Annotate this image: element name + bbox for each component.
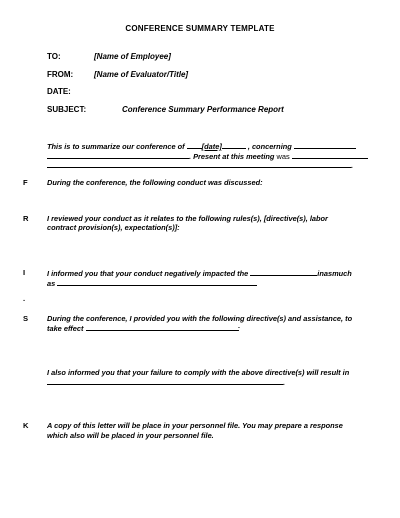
to-value: [Name of Employee] bbox=[94, 52, 171, 61]
f-text: During the conference, the following conduct was discussed: bbox=[47, 178, 263, 187]
failure-line-2 bbox=[47, 377, 285, 387]
blank-line bbox=[47, 377, 286, 387]
subject-value: Conference Summary Performance Report bbox=[122, 105, 284, 114]
intro-text-2: , concerning bbox=[247, 142, 292, 151]
blank-line bbox=[86, 323, 238, 331]
intro-text-3: . Present at this meeting bbox=[189, 152, 275, 161]
r-line-2: contract provision(s), expectation(s)]: bbox=[47, 223, 180, 232]
to-label: TO: bbox=[47, 52, 61, 61]
blank-line bbox=[57, 278, 257, 286]
r-line-1: I reviewed your conduct as it relates to the following rules(s), [directive(s), labor bbox=[47, 214, 328, 223]
document-title: CONFERENCE SUMMARY TEMPLATE bbox=[125, 24, 275, 33]
intro-date: [date] bbox=[201, 142, 222, 151]
blank-line bbox=[187, 141, 202, 149]
failure-text-2-end: . bbox=[283, 378, 286, 387]
i-text-1-end: inasmuch bbox=[317, 269, 352, 278]
k-line-1: A copy of this letter will be place in your personnel file. You may prepare a response bbox=[47, 421, 343, 430]
date-label: DATE: bbox=[47, 87, 71, 96]
marker-r: R bbox=[23, 214, 29, 223]
intro-line-3 bbox=[47, 160, 353, 170]
i-line-1 bbox=[47, 268, 352, 278]
i-text-2: as bbox=[47, 279, 56, 288]
from-label: FROM: bbox=[47, 70, 74, 79]
s-text-2-end: : bbox=[237, 324, 240, 333]
intro-text-4: was bbox=[276, 152, 290, 161]
marker-s: S bbox=[23, 314, 29, 323]
blank-line bbox=[222, 141, 246, 149]
marker-i: I bbox=[23, 268, 26, 277]
marker-dot: . bbox=[23, 294, 26, 303]
i-line-2 bbox=[47, 278, 257, 288]
subject-label: SUBJECT: bbox=[47, 105, 87, 114]
failure-line-1: I also informed you that your failure to comply with the above directive(s) will result in bbox=[47, 368, 350, 377]
intro-line-1 bbox=[47, 141, 356, 151]
intro-text-5: . bbox=[351, 161, 354, 170]
blank-line bbox=[47, 151, 189, 159]
k-line-2: which also will be placed in your personnel file. bbox=[47, 431, 214, 440]
marker-f: F bbox=[23, 178, 28, 187]
blank-line bbox=[294, 141, 356, 149]
s-line-1: During the conference, I provided you with the following directive(s) and assistance, to bbox=[47, 314, 353, 323]
i-text-1: I informed you that your conduct negatively impacted the bbox=[47, 269, 249, 278]
intro-text-1: This is to summarize our conference of bbox=[47, 142, 185, 151]
from-value: [Name of Evaluator/Title] bbox=[94, 70, 189, 79]
s-line-2 bbox=[47, 323, 240, 333]
s-text-2: take effect bbox=[47, 324, 84, 333]
blank-line bbox=[47, 160, 354, 170]
marker-k: K bbox=[23, 421, 29, 430]
blank-line bbox=[250, 268, 317, 276]
blank-line bbox=[292, 151, 368, 159]
